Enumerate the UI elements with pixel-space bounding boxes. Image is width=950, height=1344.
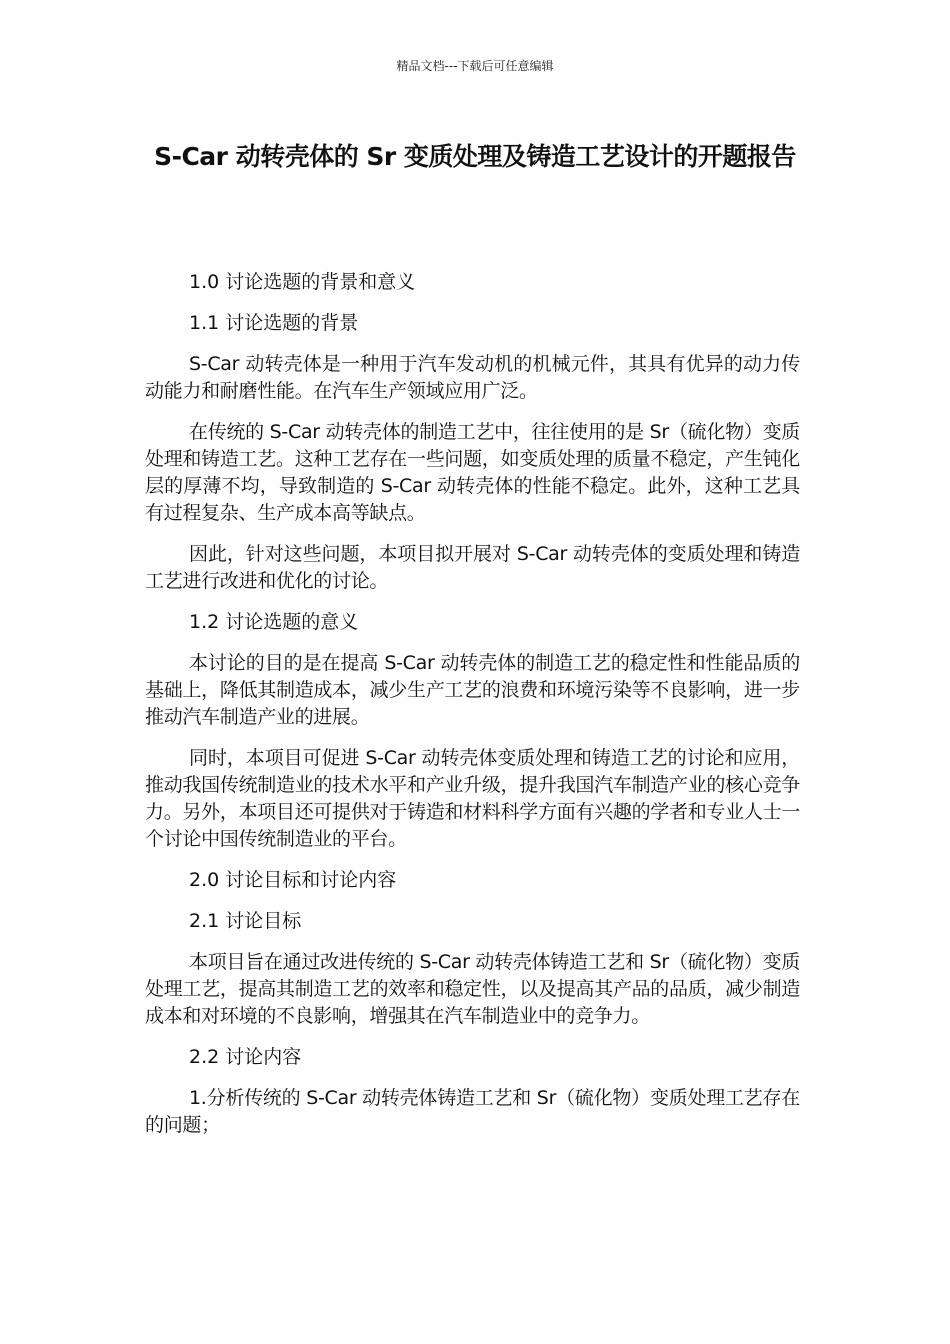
- body-paragraph: 在传统的 S-Car 动转壳体的制造工艺中，往往使用的是 Sr（硫化物）变质处理和铸造工艺。这种工艺存在一些问题，如变质处理的质量不稳定，产生钝化层的厚薄不均，导致制造的 S-Car 动转壳体的性能不稳定。此外，这种工艺具有过程复杂、生产成本高等缺点。: [145, 421, 800, 524]
- section-heading: 2.0 讨论目标和讨论内容: [189, 869, 397, 891]
- subsection-heading: 1.1 讨论选题的背景: [189, 312, 359, 334]
- body-paragraph: 本讨论的目的是在提高 S-Car 动转壳体的制造工艺的稳定性和性能品质的基础上，降低其制造成本，减少生产工艺的浪费和环境污染等不良影响，进一步推动汽车制造产业的进展。: [145, 652, 800, 728]
- subsection-heading: 1.2 讨论选题的意义: [189, 611, 359, 633]
- subsection-heading: 2.2 讨论内容: [189, 1046, 302, 1068]
- document-body: [145, 269, 800, 1139]
- document-title: S-Car 动转壳体的 Sr 变质处理及铸造工艺设计的开题报告: [154, 142, 796, 171]
- body-paragraph: 1.分析传统的 S-Car 动转壳体铸造工艺和 Sr（硫化物）变质处理工艺存在的问题；: [145, 1087, 800, 1136]
- body-paragraph: 因此，针对这些问题，本项目拟开展对 S-Car 动转壳体的变质处理和铸造工艺进行改进和优化的讨论。: [145, 543, 800, 592]
- body-paragraph: 本项目旨在通过改进传统的 S-Car 动转壳体铸造工艺和 Sr（硫化物）变质处理工艺，提高其制造工艺的效率和稳定性，以及提高其产品的品质，减少制造成本和对环境的不良影响，增强其在汽车制造业中的竞争力。: [145, 951, 800, 1027]
- subsection-heading: 2.1 讨论目标: [189, 910, 302, 932]
- body-paragraph: 同时，本项目可促进 S-Car 动转壳体变质处理和铸造工艺的讨论和应用，推动我国传统制造业的技术水平和产业升级，提升我国汽车制造产业的核心竞争力。另外，本项目还可提供对于铸造和材料科学方面有兴趣的学者和专业人士一个讨论中国传统制造业的平台。: [145, 747, 800, 850]
- section-heading: 1.0 讨论选题的背景和意义: [189, 271, 416, 293]
- page-header: 精品文档---下载后可任意编辑: [396, 59, 554, 73]
- body-paragraph: S-Car 动转壳体是一种用于汽车发动机的机械元件，其具有优异的动力传动能力和耐磨性能。在汽车生产领域应用广泛。: [145, 353, 800, 402]
